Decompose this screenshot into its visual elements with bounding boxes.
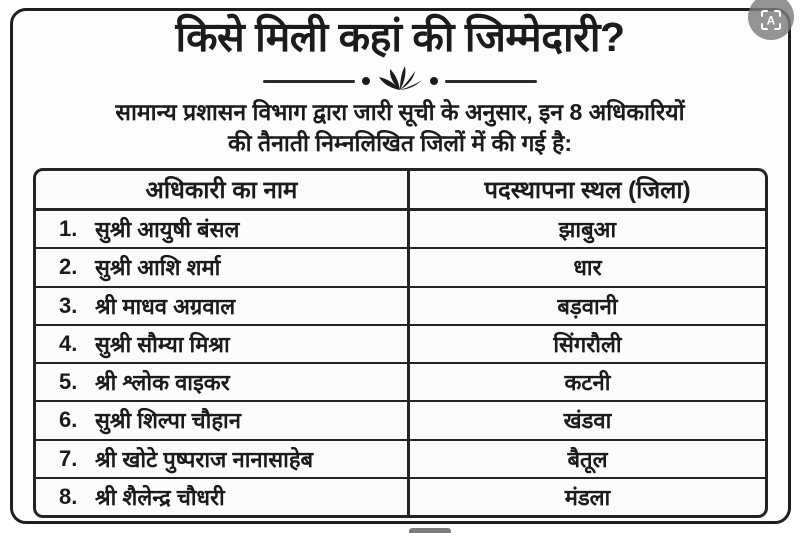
table-row: [36, 441, 765, 479]
officer-name: श्री खोटे पुष्पराज नानासाहेब: [95, 446, 314, 472]
district-name: मंडला: [564, 484, 611, 510]
officer-name: श्री श्लोक वाइकर: [95, 370, 230, 396]
subtitle-line-2: की तैनाती निम्नलिखित जिलों में की गई है:: [228, 130, 572, 156]
palmette-ornament-icon: [377, 66, 423, 97]
officer-name: सुश्री आशि शर्मा: [95, 255, 221, 281]
district-name: बैतूल: [567, 446, 608, 472]
divider-line-left: [263, 80, 355, 83]
row-number: 4.: [59, 330, 78, 356]
table-row: [36, 479, 765, 515]
row-number: 1.: [59, 216, 78, 242]
row-number: 3.: [59, 292, 78, 318]
divider-dot-right: [430, 77, 438, 85]
row-number: 7.: [59, 445, 78, 471]
divider-line-right: [445, 80, 537, 83]
subtitle-line-1: सामान्य प्रशासन विभाग द्वारा जारी सूची के अनुसार, इन 8 अधिकारियों: [115, 99, 685, 125]
row-number: 6.: [59, 407, 78, 433]
officer-name: सुश्री सौम्या मिश्रा: [95, 331, 230, 357]
district-name: बड़वानी: [557, 293, 618, 319]
table-header-row: [36, 171, 765, 211]
translate-selection-icon: [759, 8, 783, 32]
row-number: 5.: [59, 369, 78, 395]
officer-name: श्री शैलेन्द्र चौधरी: [95, 484, 225, 510]
officer-name: सुश्री शिल्पा चौहान: [95, 408, 241, 434]
subtitle: [30, 97, 770, 159]
header-officer-name: अधिकारी का नाम: [36, 171, 410, 208]
district-name: कटनी: [564, 370, 611, 396]
table-row: [36, 326, 765, 364]
header-posting-place: पदस्थापना स्थल (जिला): [484, 177, 691, 204]
table-row: [36, 402, 765, 440]
page-title: किसे मिली कहां की जिम्मेदारी?: [175, 14, 625, 60]
divider-dot-left: [362, 77, 370, 85]
cropped-bottom-artifact: [409, 528, 451, 533]
district-name: धार: [573, 255, 602, 281]
row-number: 2.: [59, 254, 78, 280]
table-row: [36, 288, 765, 326]
district-name: झाबुआ: [558, 217, 617, 243]
officers-table: [33, 168, 768, 518]
row-number: 8.: [59, 483, 78, 509]
table-row: [36, 211, 765, 249]
lens-letter: A: [766, 13, 776, 28]
table-row: [36, 249, 765, 287]
district-name: सिंगरौली: [553, 331, 622, 357]
officer-name: सुश्री आयुषी बंसल: [95, 217, 240, 243]
table-row: [36, 364, 765, 402]
ornamental-divider: [0, 68, 800, 94]
officer-name: श्री माधव अग्रवाल: [95, 293, 236, 319]
district-name: खंडवा: [563, 408, 612, 434]
